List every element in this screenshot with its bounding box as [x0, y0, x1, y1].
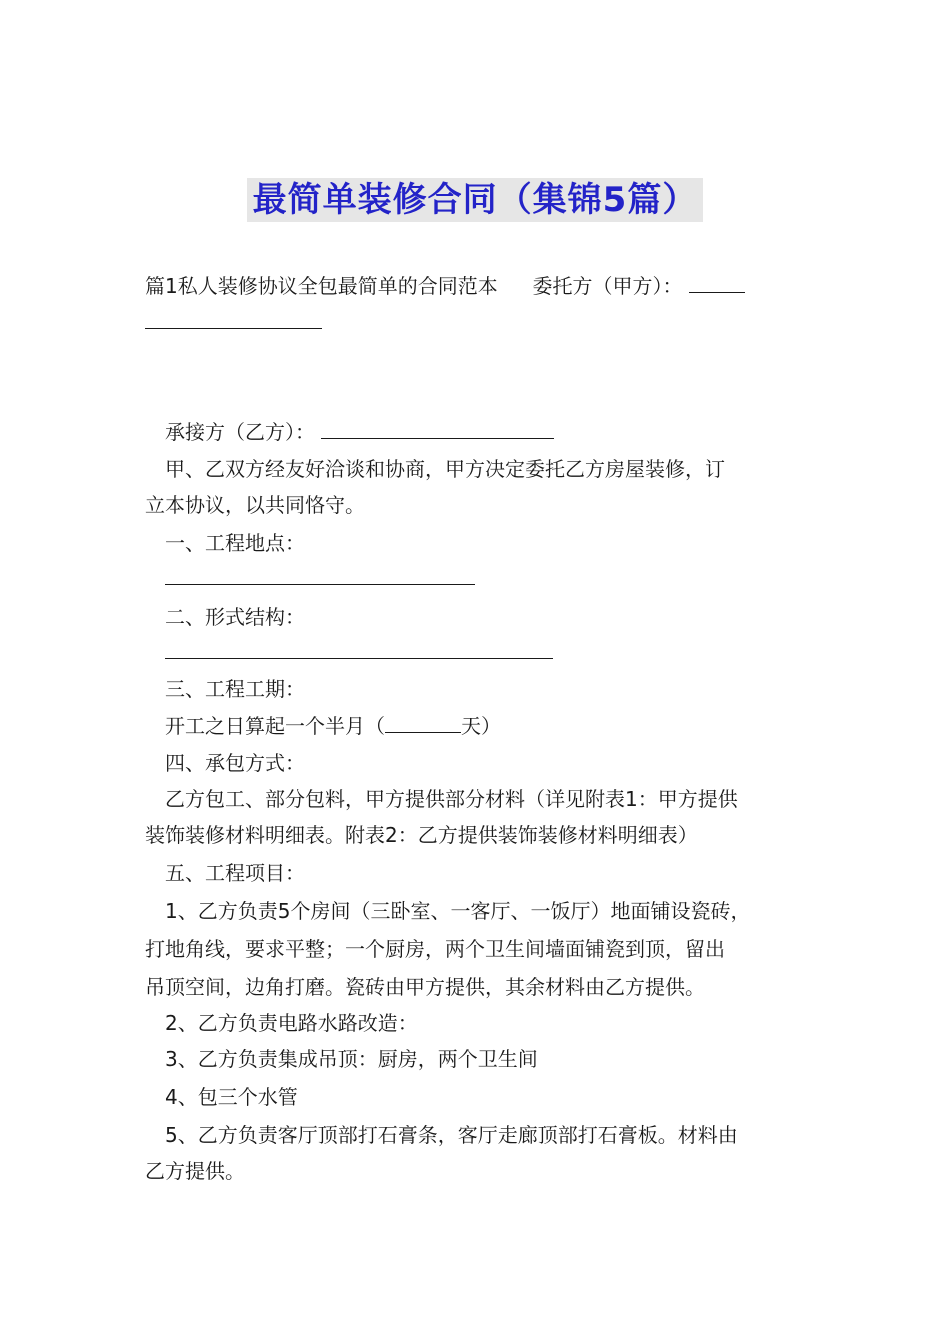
title-wrap: [0, 178, 950, 222]
site-blank: [165, 564, 475, 585]
intro-line-2: 立本协议，以共同恪守。: [145, 493, 365, 517]
intro-line-1: 甲、乙双方经友好洽谈和协商，甲方决定委托乙方房屋装修，订: [165, 457, 725, 481]
heading-text: 篇1私人装修协议全包最简单的合同范本: [145, 274, 498, 298]
period-blank: [385, 712, 461, 733]
client-label: 委托方（甲方）：: [532, 274, 683, 298]
item3: 3、乙方负责集成吊顶：厨房，两个卫生间: [165, 1047, 538, 1071]
section3-heading: 三、工程工期：: [165, 677, 305, 701]
section2-heading: 二、形式结构：: [165, 605, 305, 629]
period-prefix: 开工之日算起一个半月（: [165, 714, 385, 738]
client-blank-line: [145, 308, 322, 335]
section4-heading: 四、承包方式：: [165, 751, 305, 775]
item5-line-1: 5、乙方负责客厅顶部打石膏条，客厅走廊顶部打石膏板。材料由: [165, 1123, 738, 1147]
item4: 4、包三个水管: [165, 1085, 298, 1109]
client-blank-2: [145, 308, 322, 329]
method-line-1: 乙方包工、部分包料，甲方提供部分材料（详见附表1：甲方提供: [165, 787, 738, 811]
item5-line-2: 乙方提供。: [145, 1159, 245, 1183]
structure-blank-line: [165, 638, 553, 665]
period-suffix: 天）: [461, 714, 501, 738]
section5-heading: 五、工程项目：: [165, 861, 305, 885]
contractor-blank: [321, 418, 554, 439]
period-line: [165, 712, 501, 739]
document-title: 最简单装修合同（集锦5篇）: [247, 178, 704, 222]
item1-line-1: 1、乙方负责5个房间（三卧室、一客厅、一饭厅）地面铺设瓷砖，: [165, 899, 751, 923]
method-line-2: 装饰装修材料明细表。附表2：乙方提供装饰装修材料明细表）: [145, 823, 698, 847]
contractor-label: 承接方（乙方）：: [165, 420, 315, 444]
site-blank-line: [165, 564, 475, 591]
contractor-line: [165, 418, 554, 445]
item1-line-3: 吊顶空间，边角打磨。瓷砖由甲方提供，其余材料由乙方提供。: [145, 975, 705, 999]
structure-blank: [165, 638, 553, 659]
item1-line-2: 打地角线，要求平整；一个厨房，两个卫生间墙面铺瓷到顶，留出: [145, 937, 725, 961]
section1-heading: 一、工程地点：: [165, 531, 305, 555]
item2: 2、乙方负责电路水路改造：: [165, 1011, 418, 1035]
client-blank-1: [689, 272, 745, 293]
heading-line: [145, 272, 745, 299]
